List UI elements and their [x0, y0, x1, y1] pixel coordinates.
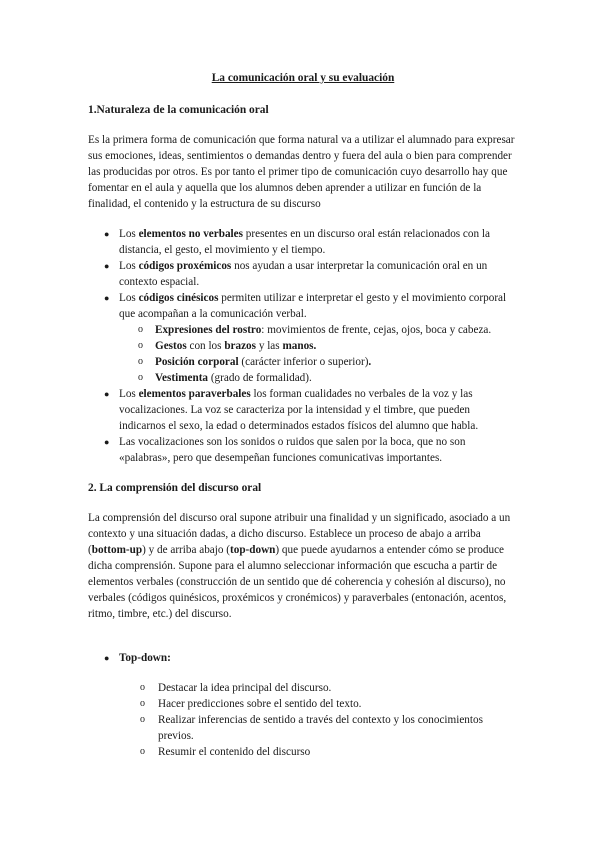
sublist-item-gestos: o Gestos con los brazos y las manos.	[138, 340, 317, 352]
bullet-cinesicos: ● Los códigos cinésicos permiten utilizar e interpretar el gesto y el movimiento corporal que acompañan a la comunicación verbal.	[104, 292, 507, 320]
bullet-paraverbales: ● Los elementos paraverbales los forman cualidades no verbales de la voz y las vocalizaciones. La voz se caracteriza por la intensidad y el timbre, que pueden indicarnos el sexo, la edad o determinados estados físicos del alumno que habla.	[104, 388, 479, 432]
bullet-icon: ●	[104, 293, 110, 303]
section-2-heading: 2. La comprensión del discurso oral	[88, 482, 262, 494]
list-item: o Hacer predicciones sobre el sentido del texto.	[140, 698, 362, 710]
bullet-icon: ●	[104, 389, 110, 399]
sublist-item-rostro: o Expresiones del rostro: movimientos de frente, cejas, ojos, boca y cabeza.	[138, 324, 492, 336]
section-1-paragraph: Es la primera forma de comunicación que forma natural va a utilizar el alumnado para expresar sus emociones, ideas, sentimientos o demandas dentro y fuera del aula o bien para comprender las producidas por otros. Es por tanto el primer tipo de comunicación cuyo desarrollo hay que fomentar en el aula y aquella que los alumnos deben aprender a utilizar en función de la finalidad, el contenido y la estructura de su discurso	[88, 134, 515, 210]
document-title: La comunicación oral y su evaluación	[211, 72, 395, 84]
bullet-icon: ●	[104, 261, 110, 271]
circle-bullet-icon: o	[140, 698, 145, 709]
circle-bullet-icon: o	[138, 324, 143, 335]
section-2-paragraph: La comprensión del discurso oral supone atribuir una finalidad y un significado, asociado a un contexto y una situación dadas, a dicho discurso. Establece un proceso de abajo a arriba (bottom-up) y de arriba abajo (top-down) que puede ayudarnos a entender cómo se produce dicha comprensión. Supone para el alumno seleccionar información que escucha a partir de elementos verbales (construcción de un sentido que dé coherencia y cohesión al discurso), no verbales (códigos quinésicos, proxémicos y cronémicos) y paraverbales (entonación, acentos, ritmo, timbre, etc.) del discurso.	[88, 512, 511, 620]
sublist-item-vestimenta: o Vestimenta (grado de formalidad).	[138, 372, 312, 384]
circle-bullet-icon: o	[140, 682, 145, 693]
top-down-sublist	[88, 680, 518, 760]
circle-bullet-icon: o	[140, 746, 145, 757]
bullet-icon: ●	[104, 437, 110, 447]
section-1-heading: 1.Naturaleza de la comunicación oral	[88, 104, 269, 116]
bullet-vocalizaciones: ● Las vocalizaciones son los sonidos o ruidos que salen por la boca, que no son «palabras», pero que desempeñan funciones comunicativas importantes.	[104, 436, 466, 464]
bullet-top-down: ● Top-down:	[104, 652, 171, 664]
list-item: o Destacar la idea principal del discurso.	[140, 682, 332, 694]
list-item: o Resumir el contenido del discurso	[140, 746, 311, 758]
cinesicos-sublist	[88, 322, 518, 386]
section-1-bullet-list	[88, 226, 518, 322]
circle-bullet-icon: o	[138, 372, 143, 383]
sublist-item-posicion: o Posición corporal (carácter inferior o superior).	[138, 356, 372, 368]
circle-bullet-icon: o	[140, 714, 145, 725]
bullet-no-verbales: ● Los elementos no verbales presentes en un discurso oral están relacionados con la distancia, el gesto, el movimiento y el tiempo.	[104, 228, 490, 256]
section-2-bullet-list	[88, 650, 518, 666]
section-1-bullet-list-cont	[88, 386, 518, 466]
bullet-icon: ●	[104, 653, 110, 663]
bullet-proxemicos: ● Los códigos proxémicos nos ayudan a usar interpretar la comunicación oral en un contexto espacial.	[104, 260, 488, 288]
circle-bullet-icon: o	[138, 340, 143, 351]
circle-bullet-icon: o	[138, 356, 143, 367]
bullet-icon: ●	[104, 229, 110, 239]
document-page	[88, 70, 518, 760]
list-item: o Realizar inferencias de sentido a través del contexto y los conocimientos previos.	[140, 714, 483, 742]
